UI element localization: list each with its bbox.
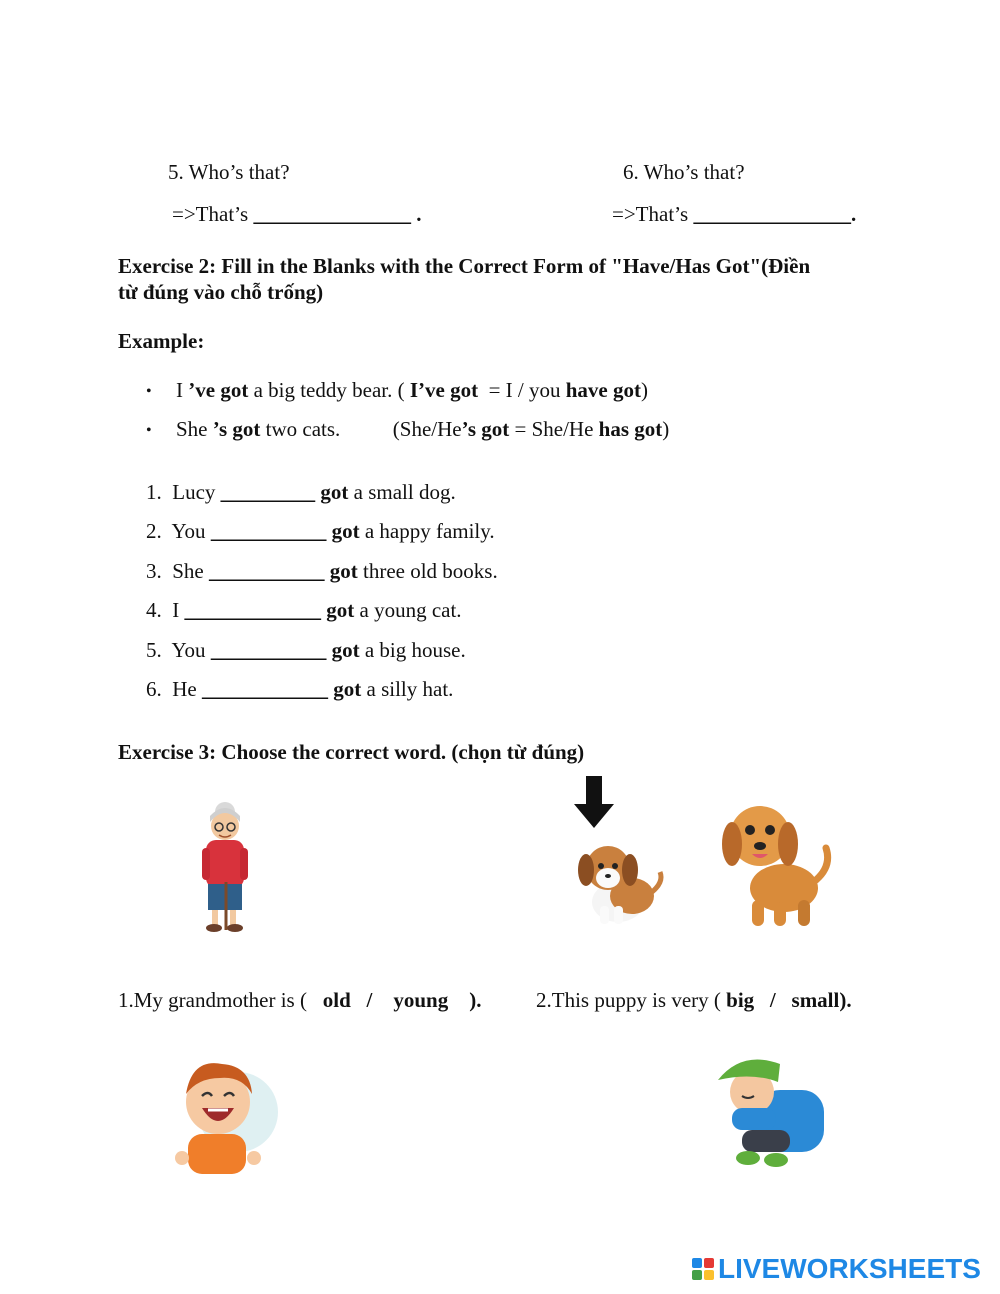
logo-square-yellow <box>704 1270 714 1280</box>
item-blank[interactable]: ___________ <box>210 638 327 662</box>
item-rest: a young cat. <box>354 598 462 622</box>
liveworksheets-logo <box>692 1252 981 1286</box>
item-got: got <box>326 519 360 543</box>
list-item <box>146 480 456 505</box>
item-got: got <box>328 677 362 701</box>
item-number: 2. <box>146 519 162 543</box>
logo-square-green <box>692 1270 702 1280</box>
example-1-text-d: ) <box>641 378 648 402</box>
answer-5-end: . <box>416 202 422 226</box>
exercise-2-title-line1: Exercise 2: Fill in the Blanks with the Correct Form of "Have/Has Got"(Điền <box>118 254 811 278</box>
example-1-text-c: = I / you <box>478 378 566 402</box>
answer-6-blank[interactable]: _______________. <box>693 202 857 226</box>
item-number: 4. <box>146 598 162 622</box>
q2-slash: / <box>754 988 792 1012</box>
item-subject: You <box>171 519 211 543</box>
q2-option-small[interactable]: small). <box>791 988 852 1012</box>
logo-square-blue <box>692 1258 702 1268</box>
example-bullet-1: • <box>146 383 152 400</box>
item-subject: You <box>171 638 211 662</box>
exercise-2-title-line2: từ đúng vào chỗ trống) <box>118 280 324 304</box>
item-blank[interactable]: _________ <box>220 480 316 504</box>
question-6: 6. Who’s that? <box>623 160 745 184</box>
item-subject: He <box>172 677 202 701</box>
q2-prefix: 2.This puppy is very ( <box>536 988 727 1012</box>
logo-square-red <box>704 1258 714 1268</box>
item-blank[interactable]: _____________ <box>184 598 321 622</box>
example-2-text-b: two cats. (She/He <box>260 417 462 441</box>
laughing-boy-illustration <box>162 1050 282 1174</box>
item-blank[interactable]: ___________ <box>210 519 327 543</box>
answer-5-line <box>172 202 421 227</box>
item-number: 1. <box>146 480 162 504</box>
big-dog-illustration <box>722 796 834 932</box>
grandmother-illustration <box>190 798 260 934</box>
q1-close: ). <box>453 988 492 1012</box>
q1-slash: / <box>356 988 383 1012</box>
cardigan <box>206 840 244 888</box>
item-rest: a silly hat. <box>361 677 454 701</box>
item-subject: Lucy <box>172 480 221 504</box>
item-got: got <box>321 598 355 622</box>
item-subject: She <box>172 559 209 583</box>
list-item <box>146 677 453 702</box>
exercise-3-title: Exercise 3: Choose the correct word. (chọn từ đúng) <box>118 740 585 764</box>
item-rest: a happy family. <box>359 519 495 543</box>
item-blank[interactable]: ____________ <box>202 677 328 701</box>
example-line-2 <box>176 417 669 442</box>
shirt <box>188 1134 246 1174</box>
logo-text: LIVEWORKSHEETS <box>718 1253 981 1284</box>
example-label: Example: <box>118 329 205 353</box>
example-1-text-a: I <box>176 378 189 402</box>
example-1-bold-c: have got <box>565 378 641 402</box>
example-2-text-a: She <box>176 417 213 441</box>
q2-option-big[interactable]: big <box>726 988 755 1012</box>
item-got: got <box>326 638 360 662</box>
answer-6-line <box>612 202 856 227</box>
item-got: got <box>324 559 358 583</box>
list-item <box>146 598 462 623</box>
list-item <box>146 638 466 663</box>
list-item <box>146 559 498 584</box>
item-rest: three old books. <box>357 559 498 583</box>
example-2-text-c: = She/He <box>509 417 599 441</box>
example-2-bold-a: ’s got <box>212 417 261 441</box>
sad-boy-illustration <box>712 1050 830 1172</box>
answer-5-prefix: =>That’s <box>172 202 249 226</box>
item-blank[interactable]: ___________ <box>209 559 325 583</box>
item-got: got <box>315 480 349 504</box>
example-1-text-b: a big teddy bear. ( <box>248 378 410 402</box>
exercise-3-question-1 <box>118 988 492 1013</box>
question-5: 5. Who’s that? <box>168 160 290 184</box>
example-bullet-2: • <box>146 422 152 439</box>
pants <box>742 1130 790 1152</box>
arrow-down-icon <box>574 776 614 828</box>
example-line-1 <box>176 378 648 403</box>
q1-option-old[interactable]: old <box>312 988 356 1012</box>
exercise-3-question-2 <box>536 988 852 1013</box>
item-number: 3. <box>146 559 162 583</box>
list-item <box>146 519 495 544</box>
example-2-bold-b: ’s got <box>461 417 510 441</box>
small-puppy-illustration <box>560 826 672 938</box>
item-number: 5. <box>146 638 162 662</box>
example-1-bold-a: ’ve got <box>188 378 249 402</box>
q1-prefix: 1.My grandmother is ( <box>118 988 313 1012</box>
answer-5-blank[interactable]: _______________ <box>253 202 411 226</box>
example-2-bold-c: has got <box>598 417 663 441</box>
item-rest: a small dog. <box>348 480 456 504</box>
example-2-text-d: ) <box>662 417 670 441</box>
item-rest: a big house. <box>359 638 466 662</box>
example-1-bold-b: I’ve got <box>409 378 479 402</box>
q1-option-young[interactable]: young <box>382 988 454 1012</box>
logo-mark-icon <box>692 1258 714 1280</box>
answer-6-prefix: =>That’s <box>612 202 689 226</box>
item-number: 6. <box>146 677 162 701</box>
item-subject: I <box>172 598 185 622</box>
